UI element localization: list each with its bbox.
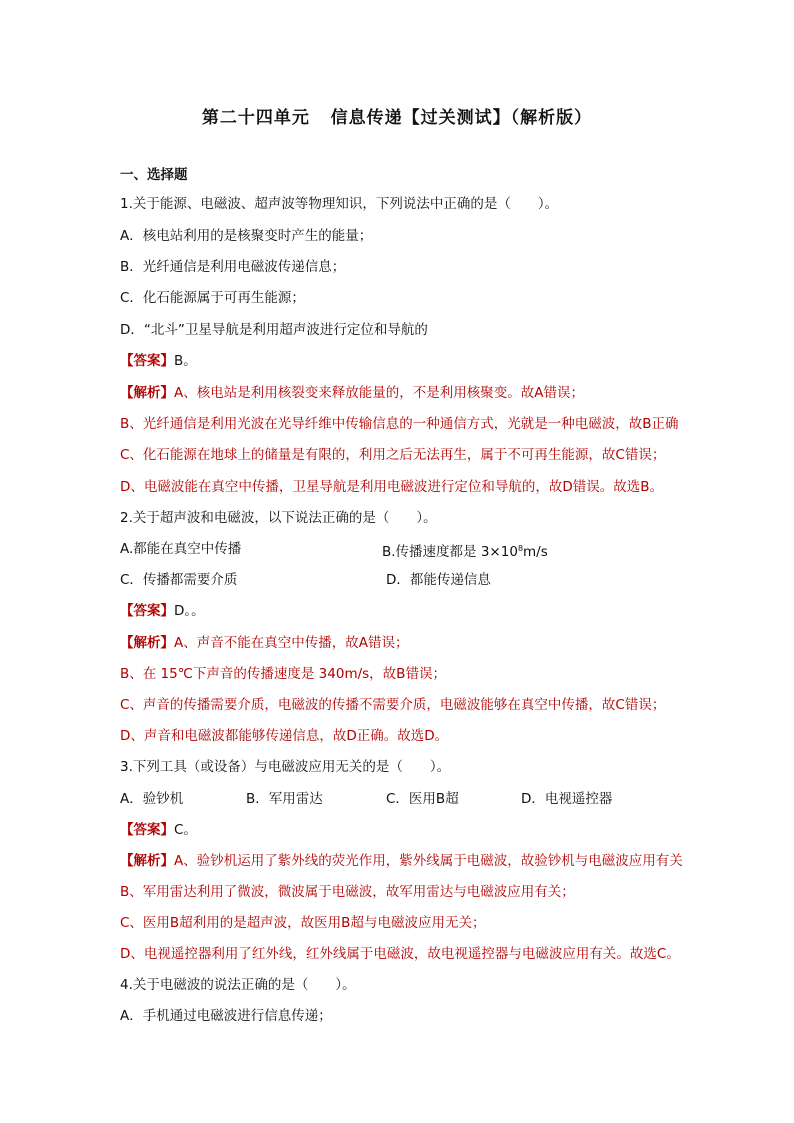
q3-option-d: D．电视遥控器 [521,791,613,807]
page-title: 第二十四单元 信息传递【过关测试】（解析版） [201,108,593,128]
q1-option-b: B．光纤通信是利用电磁波传递信息； [120,259,346,275]
analysis-label: 【解析】 [120,385,174,401]
answer-label: 【答案】 [120,822,174,838]
answer-label: 【答案】 [120,353,174,369]
q2-option-b [382,540,548,561]
q2-option-c: C．传播都需要介质 [120,572,238,588]
q1-option-d: D．“北斗”卫星导航是利用超声波进行定位和导航的 [120,322,428,338]
q2-option-b-unit: m/s [523,544,548,560]
analysis-label: 【解析】 [120,635,174,651]
answer-value: B。 [174,353,197,369]
analysis-label: 【解析】 [120,853,174,869]
q2-option-d: D．都能传递信息 [386,572,491,588]
q1-option-c: C．化石能源属于可再生能源； [120,290,305,306]
answer-label: 【答案】 [120,603,174,619]
answer-value: D。。 [174,603,205,619]
q3-analysis-line-1 [120,852,683,870]
q4-option-a: A．手机通过电磁波进行信息传递； [120,1008,332,1024]
q2-analysis-line-1 [120,634,408,652]
q3-option-a: A．验钞机 [120,791,184,807]
q1-analysis-line-2: B、光纤通信是利用光波在光导纤维中传输信息的一种通信方式，光就是一种电磁波，故B正确 [120,416,679,432]
q3-answer [120,821,197,839]
analysis-text: A、验钞机运用了紫外线的荧光作用，紫外线属于电磁波，故验钞机与电磁波应用有关 [174,853,683,869]
q3-stem: 3.下列工具（或设备）与电磁波应用无关的是（ ）。 [120,759,451,775]
q2-option-b-exponent: 8 [517,544,524,553]
q2-option-b-text: B.传播速度都是 3×10 [382,544,518,560]
q1-analysis-line-3: C、化石能源在地球上的储量是有限的，利用之后无法再生，属于不可再生能源，故C错误； [120,447,666,463]
section-heading: 一、选择题 [120,167,188,183]
q4-stem: 4.关于电磁波的说法正确的是（ ）。 [120,977,356,993]
q2-analysis-line-2: B、在 15℃下声音的传播速度是 340m/s，故B错误； [120,666,446,682]
q2-answer [120,602,205,620]
q1-option-a: A．核电站利用的是核聚变时产生的能量； [120,228,373,244]
q3-analysis-line-4: D、电视遥控器利用了红外线，红外线属于电磁波，故电视遥控器与电磁波应用有关。故选C。 [120,946,680,962]
q3-option-b: B．军用雷达 [246,791,323,807]
q2-analysis-line-3: C、声音的传播需要介质，电磁波的传播不需要介质，电磁波能够在真空中传播，故C错误； [120,697,666,713]
q2-stem: 2.关于超声波和电磁波，以下说法正确的是（ ）。 [120,510,437,526]
q1-analysis-line-1 [120,384,584,402]
answer-value: C。 [174,822,197,838]
q2-analysis-line-4: D、声音和电磁波都能够传递信息，故D正确。故选D。 [120,728,449,744]
q3-option-c: C．医用B超 [386,791,459,807]
analysis-text: A、核电站是利用核裂变来释放能量的，不是利用核聚变。故A错误； [174,385,584,401]
analysis-text: A、声音不能在真空中传播，故A错误； [174,635,409,651]
q1-answer [120,352,197,370]
q2-option-a: A.都能在真空中传播 [120,541,242,557]
q3-analysis-line-3: C、医用B超利用的是超声波，故医用B超与电磁波应用无关； [120,915,486,931]
q1-stem: 1.关于能源、电磁波、超声波等物理知识，下列说法中正确的是（ ）。 [120,196,559,212]
q3-analysis-line-2: B、军用雷达利用了微波，微波属于电磁波，故军用雷达与电磁波应用有关； [120,884,575,900]
q1-analysis-line-4: D、电磁波能在真空中传播，卫星导航是利用电磁波进行定位和导航的，故D错误。故选B。 [120,479,664,495]
